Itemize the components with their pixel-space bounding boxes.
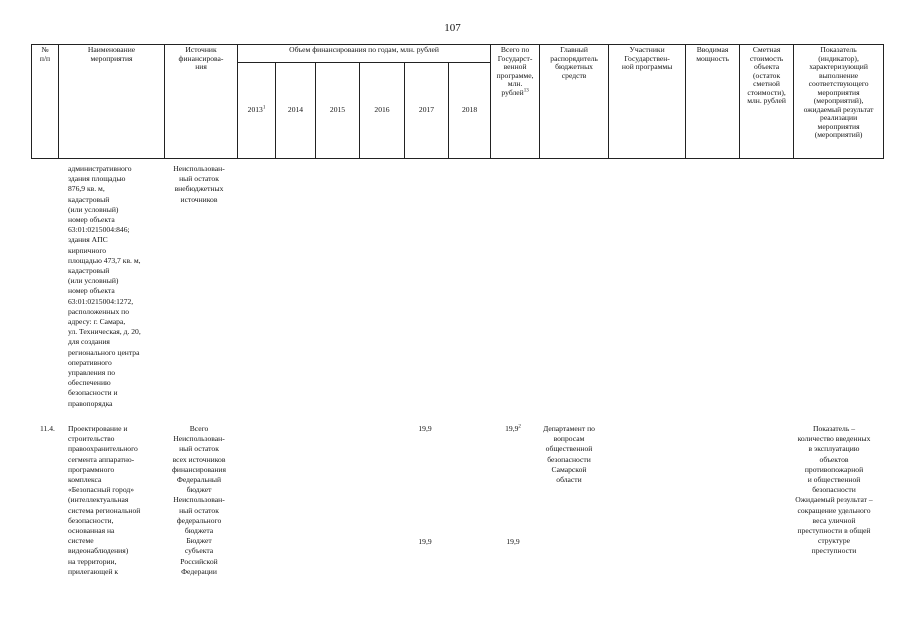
header-name: Наименование мероприятия — [59, 45, 165, 159]
program-table-header — [31, 44, 884, 159]
header-year-2016: 2016 — [360, 63, 405, 159]
item-11-4-total: 19,9$^2$ — [505, 424, 521, 433]
item-11-4-2017-total: 19,9 — [418, 424, 432, 433]
header-indicator: Показатель (индикатор), характеризующий выполнение соответствующего мероприятия (мероприятий), ожидаемый результат реализации мероприятия (мероприятий) — [794, 45, 884, 159]
header-year-2018: 2018 — [449, 63, 491, 159]
item-11-4-name: Проектирование и строительство правоохранительного сегмента аппаратно- программного комплекса «Безопасный город» (интеллектуальная система региональной безопасности, основанная на системе видеонаблюдения) на территории, прилегающей к — [68, 424, 141, 576]
header-funding-title: Объем финансирования по годам, млн. рублей — [238, 45, 491, 63]
continuation-name: административного здания площадью 876,9 кв. м, кадастровый (или условный) номер объекта 63:01:0215004:846; здания АПС кирпичного площадью 473,7 кв. м, кадастровый (или условный) номер объекта 63:01:0215004:1272, расположенных по адресу: г. Самара, ул. Техническая, д. 20, для создания регионального центра оперативного управления по обеспечению безопасности и правопорядка — [68, 164, 141, 408]
item-11-4-number: 11.4. — [40, 424, 55, 433]
continuation-source: Неиспользован- ный остаток внебюджетных источников — [173, 164, 225, 204]
item-11-4-indicator: Показатель – количество введенных в эксплуатацию объектов противопожарной и общественной безопасности Ожидаемый результат – сокращение удельного веса уличной преступности в общей структуре преступности — [795, 424, 873, 556]
header-total-footnote: 13 — [523, 87, 529, 93]
page-number: 107 — [444, 22, 461, 34]
item-11-4-total-footnote: 2 — [518, 424, 521, 430]
header-total: Всего по Государст- венной программе, млн. рублей$^{13}$ — [491, 45, 540, 159]
header-year-2013: 2013$^1$ — [238, 63, 276, 159]
item-11-4-manager: Департамент по вопросам общественной безопасности Самарской области — [543, 424, 595, 485]
header-year-2013-footnote: 1 — [262, 105, 266, 111]
header-source: Источник финансирова- ния — [165, 45, 238, 159]
item-11-4-source: Всего Неиспользован- ный остаток всех источников финансирования Федеральный бюджет Неиспользован- ный остаток федерального бюджета Бюджет субъекта Российской Федерации — [172, 424, 226, 576]
header-capacity: Вводимая мощность — [686, 45, 740, 159]
header-year-2017: 2017 — [405, 63, 449, 159]
header-num: № п/п — [32, 45, 59, 159]
header-year-2014: 2014 — [276, 63, 316, 159]
header-cost: Сметная стоимость объекта (остаток сметной стоимости), млн. рублей — [740, 45, 794, 159]
header-year-2015: 2015 — [316, 63, 360, 159]
header-participants: Участники Государствен- ной программы — [609, 45, 686, 159]
item-11-4-total-regional: 19,9 — [506, 537, 520, 546]
header-manager: Главный распорядитель бюджетных средств — [540, 45, 609, 159]
item-11-4-2017-regional: 19,9 — [418, 537, 432, 546]
